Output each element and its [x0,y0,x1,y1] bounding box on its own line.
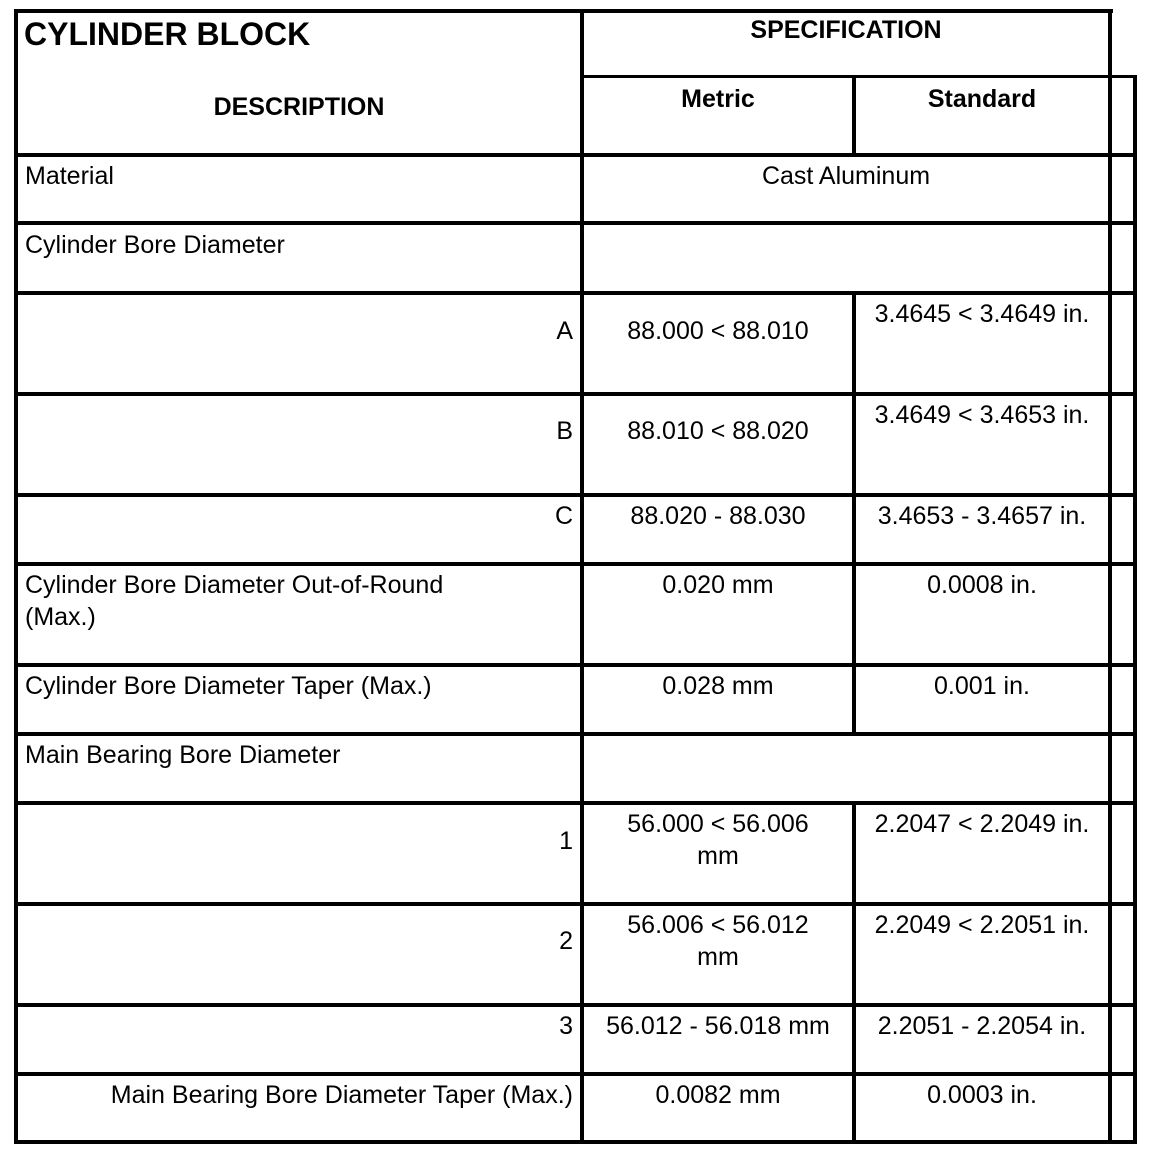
table-row-metric: 0.020 mm [662,571,774,599]
table-row-spec: Cast Aluminum [761,162,931,190]
table-row-description: 3 [559,1012,573,1040]
table-row-description: Cylinder Bore Diameter Out-of-Round (Max.) [25,571,444,631]
table-row-description: C [554,502,573,530]
table-row-description: Cylinder Bore Diameter [25,231,285,259]
table-row-description: Cylinder Bore Diameter Taper (Max.) [25,672,432,700]
table-row-standard: 0.001 in. [934,672,1030,700]
table-rule [14,1072,1137,1076]
table-row-metric: 88.020 - 88.030 [630,502,806,530]
table-rule [14,493,1137,497]
table-rule [14,902,1137,906]
table-row-description: B [556,417,573,445]
specification-header: SPECIFICATION [750,16,942,44]
table-rule [14,1003,1137,1007]
table-row-standard: 2.2047 < 2.2049 in. [874,810,1090,838]
standard-header: Standard [927,85,1037,113]
table-row-metric: 56.012 - 56.018 mm [606,1012,830,1040]
table-rule [14,153,1137,157]
table-row-description: Main Bearing Bore Diameter Taper (Max.) [110,1081,573,1109]
table-row-standard: 3.4653 - 3.4657 in. [877,502,1087,530]
table-border-bottom [14,1140,1137,1144]
table-border-left [14,9,18,1144]
table-row-standard: 0.0008 in. [927,571,1037,599]
table-border-top [14,9,1113,13]
table-row-metric: 0.028 mm [662,672,774,700]
table-row-standard: 2.2049 < 2.2051 in. [874,911,1090,939]
description-header: DESCRIPTION [213,93,385,121]
table-rule [14,562,1137,566]
table-rule [14,663,1137,667]
table-row-standard: 3.4649 < 3.4653 in. [874,401,1090,429]
table-row-description: 2 [559,927,573,955]
table-row-standard: 2.2051 - 2.2054 in. [877,1012,1087,1040]
table-rule [1108,9,1112,1144]
table-row-metric: 88.000 < 88.010 [627,317,809,345]
table-row-metric: 88.010 < 88.020 [627,417,809,445]
table-rule [580,75,1137,78]
table-row-description: Material [25,162,114,190]
table-row-description: A [556,317,573,345]
metric-header: Metric [681,85,755,113]
table-row-description: 1 [559,827,573,855]
table-rule [14,392,1137,396]
table-rule [14,801,1137,805]
table-rule [14,221,1137,225]
table-row-metric: 0.0082 mm [655,1081,781,1109]
table-row-standard: 3.4645 < 3.4649 in. [874,300,1090,328]
table-rule [14,732,1137,736]
table-row-metric: 56.000 < 56.006 mm [627,810,809,870]
table-row-metric: 56.006 < 56.012 mm [627,911,809,971]
table-border-right [1133,75,1137,1144]
table-row-description: Main Bearing Bore Diameter [25,741,341,769]
table-rule [14,291,1137,295]
table-title: CYLINDER BLOCK [24,16,311,52]
table-row-standard: 0.0003 in. [927,1081,1037,1109]
